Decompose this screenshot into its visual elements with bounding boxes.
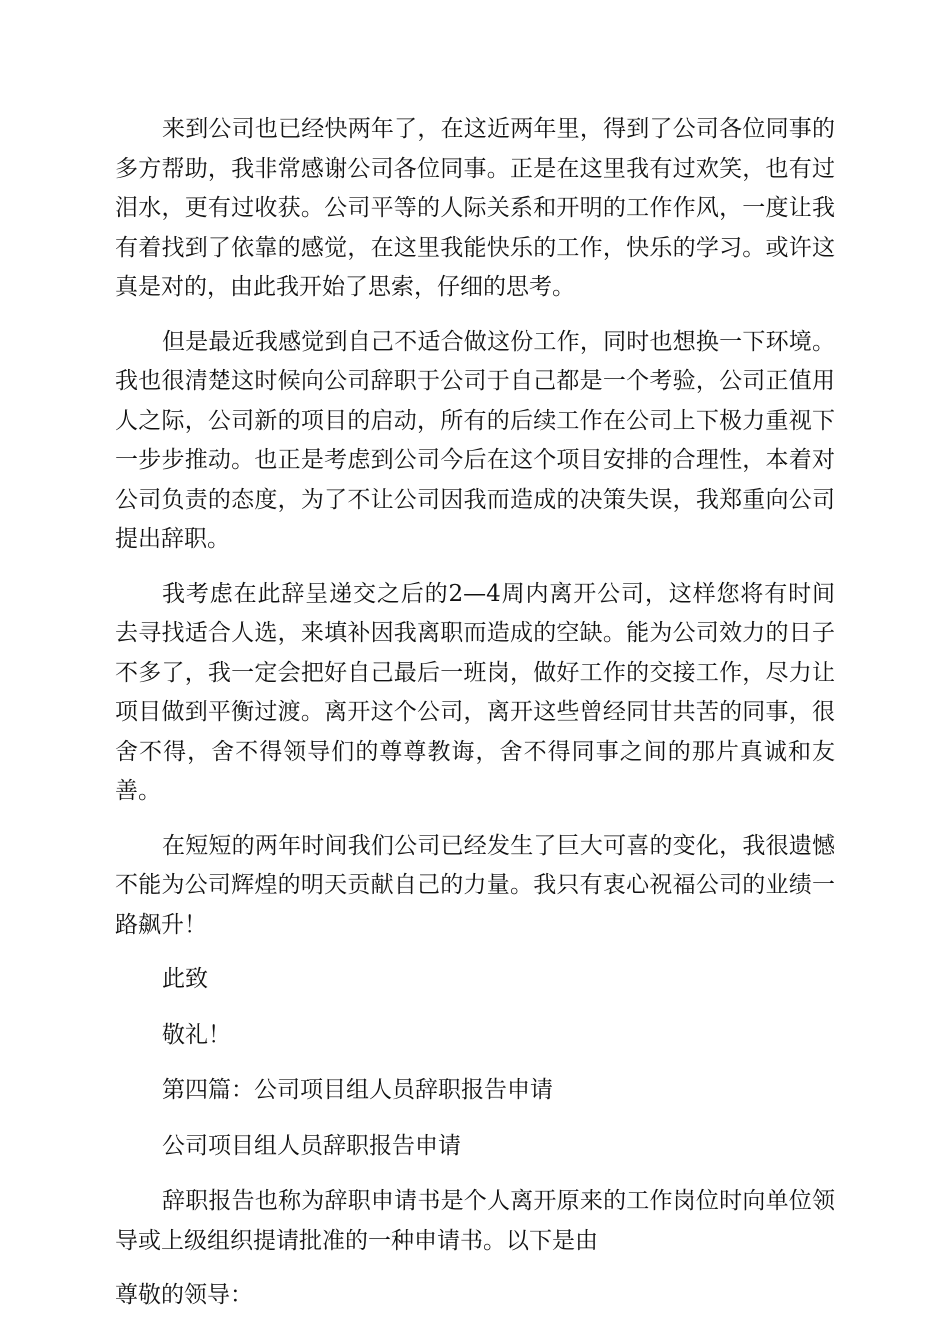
paragraph-notice: 我考虑在此辞呈递交之后的2—4周内离开公司，这样您将有时间去寻找适合人选，来填补因我离职而造成的空缺。能为公司效力的日子不多了，我一定会把好自己最后一班岗，做好工作的交接工作，尽力让项目做到平衡过渡。离开这个公司，离开这些曾经同甘共苦的同事，很舍不得，舍不得领导们的尊尊教诲，舍不得同事之间的那片真诚和友善。: [115, 580, 835, 804]
closing-regards: 敬礼！: [162, 1021, 231, 1048]
section-title: 公司项目组人员辞职报告申请: [162, 1132, 461, 1159]
letter-greeting: 尊敬的领导：: [115, 1282, 253, 1308]
paragraph-wishes: 在短短的两年时间我们公司已经发生了巨大可喜的变化，我很遗憾不能为公司辉煌的明天贡献自己的力量。我只有衷心祝福公司的业绩一路飙升！: [115, 832, 835, 938]
closing-salutation: 此致: [162, 966, 208, 992]
paragraph-intro: 来到公司也已经快两年了，在这近两年里，得到了公司各位同事的多方帮助，我非常感谢公司各位同事。正是在这里我有过欢笑，也有过泪水，更有过收获。公司平等的人际关系和开明的工作作风，一度让我有着找到了依靠的感觉，在这里我能快乐的工作，快乐的学习。或许这真是对的，由此我开始了思索，仔细的思考。: [115, 116, 835, 300]
document-body: [115, 110, 835, 1331]
section-heading: 第四篇：公司项目组人员辞职报告申请: [162, 1077, 553, 1103]
paragraph-reason: 但是最近我感觉到自己不适合做这份工作，同时也想换一下环境。我也很清楚这时候向公司辞职于公司于自己都是一个考验，公司正值用人之际，公司新的项目的启动，所有的后续工作在公司上下极力重视下一步步推动。也正是考虑到公司今后在这个项目安排的合理性，本着对公司负责的态度，为了不让公司因我而造成的决策失误，我郑重向公司提出辞职。: [115, 328, 835, 552]
paragraph-definition: 辞职报告也称为辞职申请书是个人离开原来的工作岗位时向单位领导或上级组织提请批准的一种申请书。以下是由: [115, 1188, 835, 1254]
